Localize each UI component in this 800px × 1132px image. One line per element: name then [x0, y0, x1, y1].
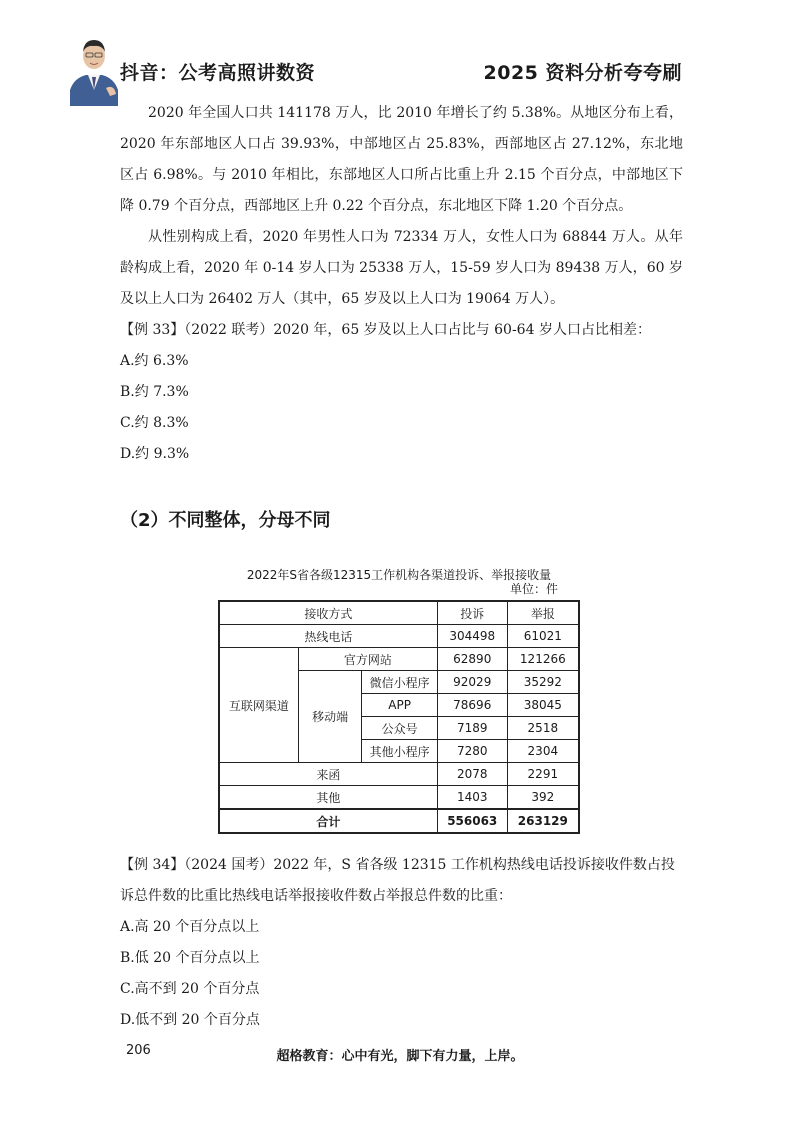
- passage-paragraph-1: 2020 年全国人口共 141178 万人，比 2010 年增长了约 5.38%。从地区分布上看，2020 年东部地区人口占 39.93%，中部地区占 25.83%，西部地区占 27.12%，东北地区占 6.98%。与 2010 年相比，东部地区人口所占比重上升 2.15 个百分点，中部地区下降 0.79 个百分点，西部地区上升 0.22 个百分点，东北地区下降 1.20 个百分点。: [120, 105, 683, 214]
- total-report: 263129: [507, 809, 579, 833]
- question-33-option-c: C.约 8.3%: [120, 415, 189, 431]
- question-34-option-b: B.低 20 个百分点以上: [120, 950, 260, 966]
- row-label: 来函: [219, 763, 437, 786]
- table-header-row: [219, 601, 579, 625]
- report-value: 2518: [507, 717, 579, 740]
- question-34-option-d: D.低不到 20 个百分点: [120, 1012, 260, 1028]
- question-34-option-a: A.高 20 个百分点以上: [120, 919, 260, 935]
- complaint-value: 78696: [437, 694, 507, 717]
- complaint-value: 2078: [437, 763, 507, 786]
- header-report: 举报: [507, 601, 579, 625]
- question-34-option-c: C.高不到 20 个百分点: [120, 981, 260, 997]
- question-34: [120, 850, 683, 1036]
- section-heading: （2）不同整体，分母不同: [120, 510, 331, 531]
- question-33-option-b: B.约 7.3%: [120, 384, 189, 400]
- page-number: 206: [126, 1043, 151, 1058]
- header-channel-title: 抖音：公考高照讲数资: [120, 62, 316, 84]
- table-row: [219, 625, 579, 648]
- question-33-option-d: D.约 9.3%: [120, 446, 190, 462]
- question-33-option-a: A.约 6.3%: [120, 353, 189, 369]
- report-value: 2291: [507, 763, 579, 786]
- table-row: [219, 648, 579, 671]
- complaint-value: 1403: [437, 786, 507, 810]
- table-row: [219, 786, 579, 810]
- row-label: 微信小程序: [362, 671, 437, 694]
- complaint-value: 92029: [437, 671, 507, 694]
- report-value: 38045: [507, 694, 579, 717]
- internet-channel-label: 互联网渠道: [219, 648, 298, 763]
- report-value: 121266: [507, 648, 579, 671]
- footer-slogan: 超格教育：心中有光，脚下有力量，上岸。: [276, 1049, 524, 1064]
- page-header: [0, 0, 800, 110]
- mobile-label: 移动端: [298, 671, 362, 763]
- question-33-stem: 【例 33】（2022 联考）2020 年，65 岁及以上人口占比与 60-64 岁人口占比相差：: [120, 322, 651, 338]
- total-complaint: 556063: [437, 809, 507, 833]
- report-value: 61021: [507, 625, 579, 648]
- complaint-value: 7280: [437, 740, 507, 763]
- table-row: [219, 763, 579, 786]
- header-book-title: 2025 资料分析夸夸刷: [483, 62, 682, 84]
- question-34-stem: 【例 34】（2024 国考）2022 年，S 省各级 12315 工作机构热线电话投诉接收件数占投诉总件数的比重比热线电话举报接收件数占举报总件数的比重：: [120, 857, 675, 904]
- report-value: 35292: [507, 671, 579, 694]
- row-label: 热线电话: [219, 625, 437, 648]
- row-label: APP: [362, 694, 437, 717]
- complaint-value: 62890: [437, 648, 507, 671]
- header-method: 接收方式: [219, 601, 437, 625]
- presenter-avatar: [66, 30, 122, 106]
- row-label: 官方网站: [298, 648, 437, 671]
- report-value: 2304: [507, 740, 579, 763]
- table-title: 2022年S省各级12315工作机构各渠道投诉、举报接收量: [246, 568, 552, 582]
- row-label: 公众号: [362, 717, 437, 740]
- row-label: 其他: [219, 786, 437, 810]
- table-unit: 单位：件: [510, 582, 559, 596]
- header-complaint: 投诉: [437, 601, 507, 625]
- row-label: 其他小程序: [362, 740, 437, 763]
- table-total-row: [219, 809, 579, 833]
- passage-paragraph-2: 从性别构成上看，2020 年男性人口为 72334 万人，女性人口为 68844 万人。从年龄构成上看，2020 年 0-14 岁人口为 25338 万人，15-59 岁人口为 89438 万人，60 岁及以上人口为 26402 万人（其中，65 岁及以上人口为 19064 万人）。: [120, 229, 683, 307]
- report-value: 392: [507, 786, 579, 810]
- passage: [120, 98, 683, 470]
- complaint-report-table: [218, 600, 580, 834]
- complaint-value: 304498: [437, 625, 507, 648]
- complaint-value: 7189: [437, 717, 507, 740]
- total-label: 合计: [219, 809, 437, 833]
